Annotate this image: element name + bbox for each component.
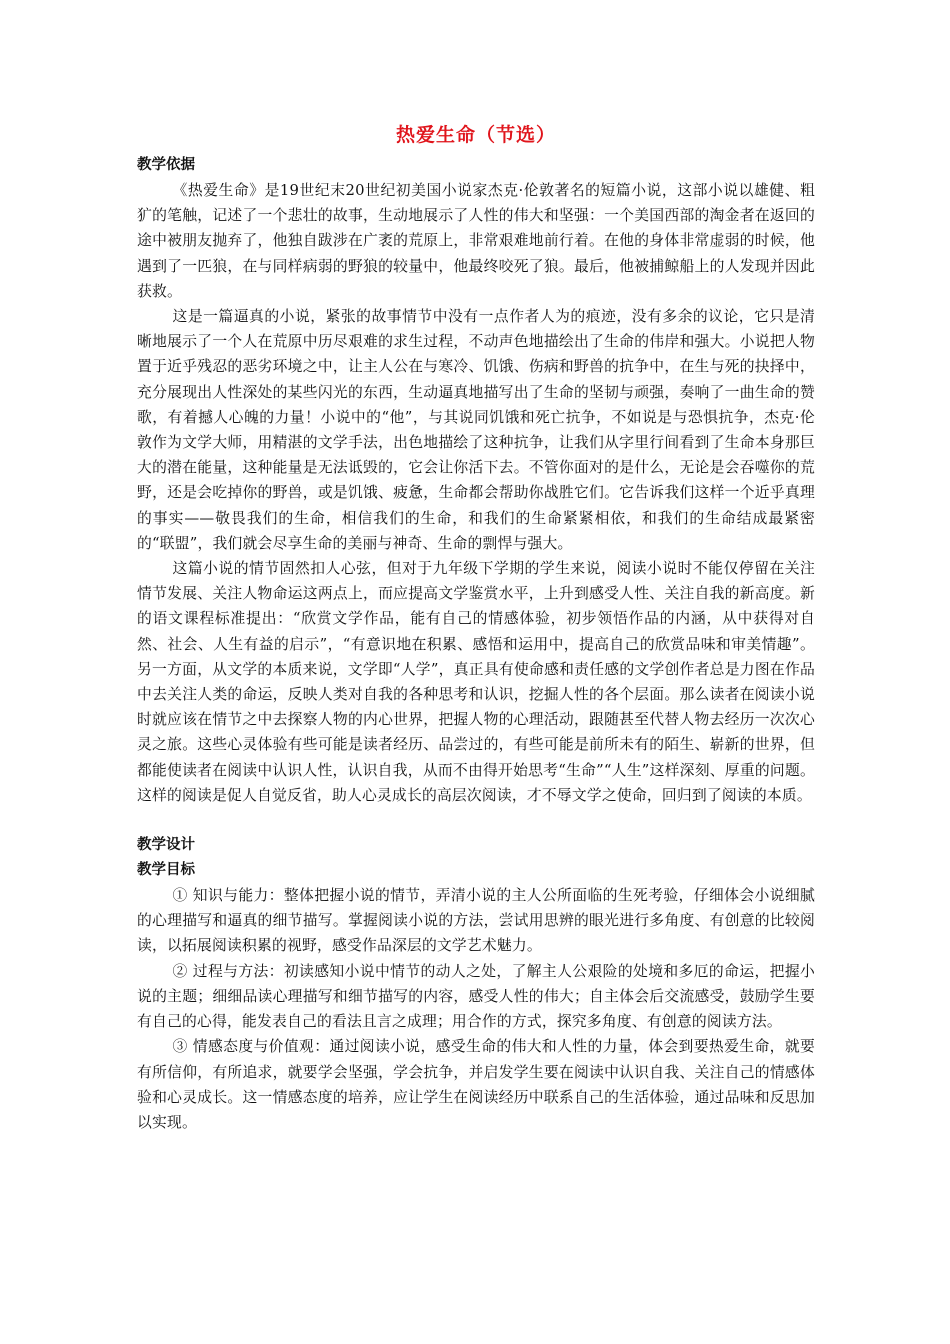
section-spacer — [137, 808, 815, 833]
section-heading-teaching-design: 教学设计 — [137, 837, 195, 854]
section-heading-teaching-basis: 教学依据 — [137, 157, 195, 173]
paragraph: 《热爱生命》是19世纪末20世纪初美国小说家杰克·伦敦著名的短篇小说，这部小说以雄健、粗犷的笔触，记述了一个悲壮的故事，生动地展示了人性的伟大和坚强：一个美国西部的淘金者在返回的途中被朋友抛弃了，他独自跋涉在广袤的荒原上，非常艰难地前行着。在他的身体非常虚弱的时候，他遇到了一匹狼，在与同样病弱的野狼的较量中，他最终咬死了狼。最后，他被捕鲸船上的人发现并因此获救。 — [137, 182, 815, 300]
document-title: 热爱生命（节选） — [395, 124, 556, 146]
subheading-teaching-goals: 教学目标 — [137, 862, 195, 879]
goal-paragraph: ① 知识与能力：整体把握小说的情节，弄清小说的主人公所面临的生死考验，仔细体会小说细腻的心理描写和逼真的细节描写。掌握阅读小说的方法，尝试用思辨的眼光进行多角度、有创意的比较阅读，以拓展阅读积累的视野，感受作品深层的文学艺术魅力。 — [137, 887, 815, 955]
goal-paragraph: ② 过程与方法：初读感知小说中情节的动人之处，了解主人公艰险的处境和多厄的命运，把握小说的主题；细细品读心理描写和细节描写的内容，感受人性的伟大；自主体会后交流感受，鼓励学生要有自己的心得，能发表自己的看法且言之成理；用合作的方式，探究多角度、有创意的阅读方法。 — [137, 962, 815, 1031]
paragraph: 这篇小说的情节固然扣人心弦，但对于九年级下学期的学生来说，阅读小说时不能仅停留在关注情节发展、关注人物命运这两点上，而应提高文学鉴赏水平，上升到感受人性、关注自我的新高度。新的语文课程标准提出：“欣赏文学作品，能有自己的情感体验，初步领悟作品的内涵，从中获得对自然、社会、人生有益的启示”，“有意识地在积累、感悟和运用中，提高自己的欣赏品味和审美情趣”。另一方面，从文学的本质来说，文学即“人学”，真正具有使命感和责任感的文学创作者总是力图在作品中去关注人类的命运，反映人类对自我的各种思考和认识，挖掘人性的各个层面。那么读者在阅读小说时就应该在情节之中去探察人物的内心世界，把握人物的心理活动，跟随甚至代替人物去经历一次次心灵之旅。这些心灵体验有些可能是读者经历、品尝过的，有些可能是前所未有的陌生、崭新的世界，但都能使读者在阅读中认识人性，认识自我，从而不由得开始思考“生命”“人生”这样深刻、厚重的问题。这样的阅读是促人自觉反省，助人心灵成长的高层次阅读，才不辱文学之使命，回归到了阅读的本质。 — [137, 560, 815, 804]
document-page — [137, 120, 815, 1135]
goal-paragraph: ③ 情感态度与价值观：通过阅读小说，感受生命的伟大和人性的力量，体会到要热爱生命，就要有所信仰，有所追求，就要学会坚强，学会抗争，并启发学生要在阅读中认识自我、关注自己的情感体验和心灵成长。这一情感态度的培养，应让学生在阅读经历中联系自己的生活体验，通过品味和反思加以实现。 — [137, 1038, 815, 1131]
paragraph: 这是一篇逼真的小说，紧张的故事情节中没有一点作者人为的痕迹，没有多余的议论，它只是清晰地展示了一个人在荒原中历尽艰难的求生过程，不动声色地描绘出了生命的伟岸和强大。小说把人物置于近乎残忍的恶劣环境之中，让主人公在与寒冷、饥饿、伤病和野兽的抗争中，在生与死的抉择中，充分展现出人性深处的某些闪光的东西，生动逼真地描写出了生命的坚韧与顽强，奏响了一曲生命的赞歌，有着撼人心魄的力量！小说中的“他”，与其说同饥饿和死亡抗争，不如说是与恐惧抗争，杰克·伦敦作为文学大师，用精湛的文学手法，出色地描绘了这种抗争，让我们从字里行间看到了生命本身那巨大的潜在能量，这种能量是无法诋毁的，它会让你活下去。不管你面对的是什么，无论是会吞噬你的荒野，还是会吃掉你的野兽，或是饥饿、疲惫，生命都会帮助你战胜它们。它告诉我们这样一个近乎真理的事实——敬畏我们的生命，相信我们的生命，和我们的生命紧紧相依，和我们的生命结成最紧密的“联盟”，我们就会尽享生命的美丽与神奇、生命的剽悍与强大。 — [137, 308, 815, 552]
